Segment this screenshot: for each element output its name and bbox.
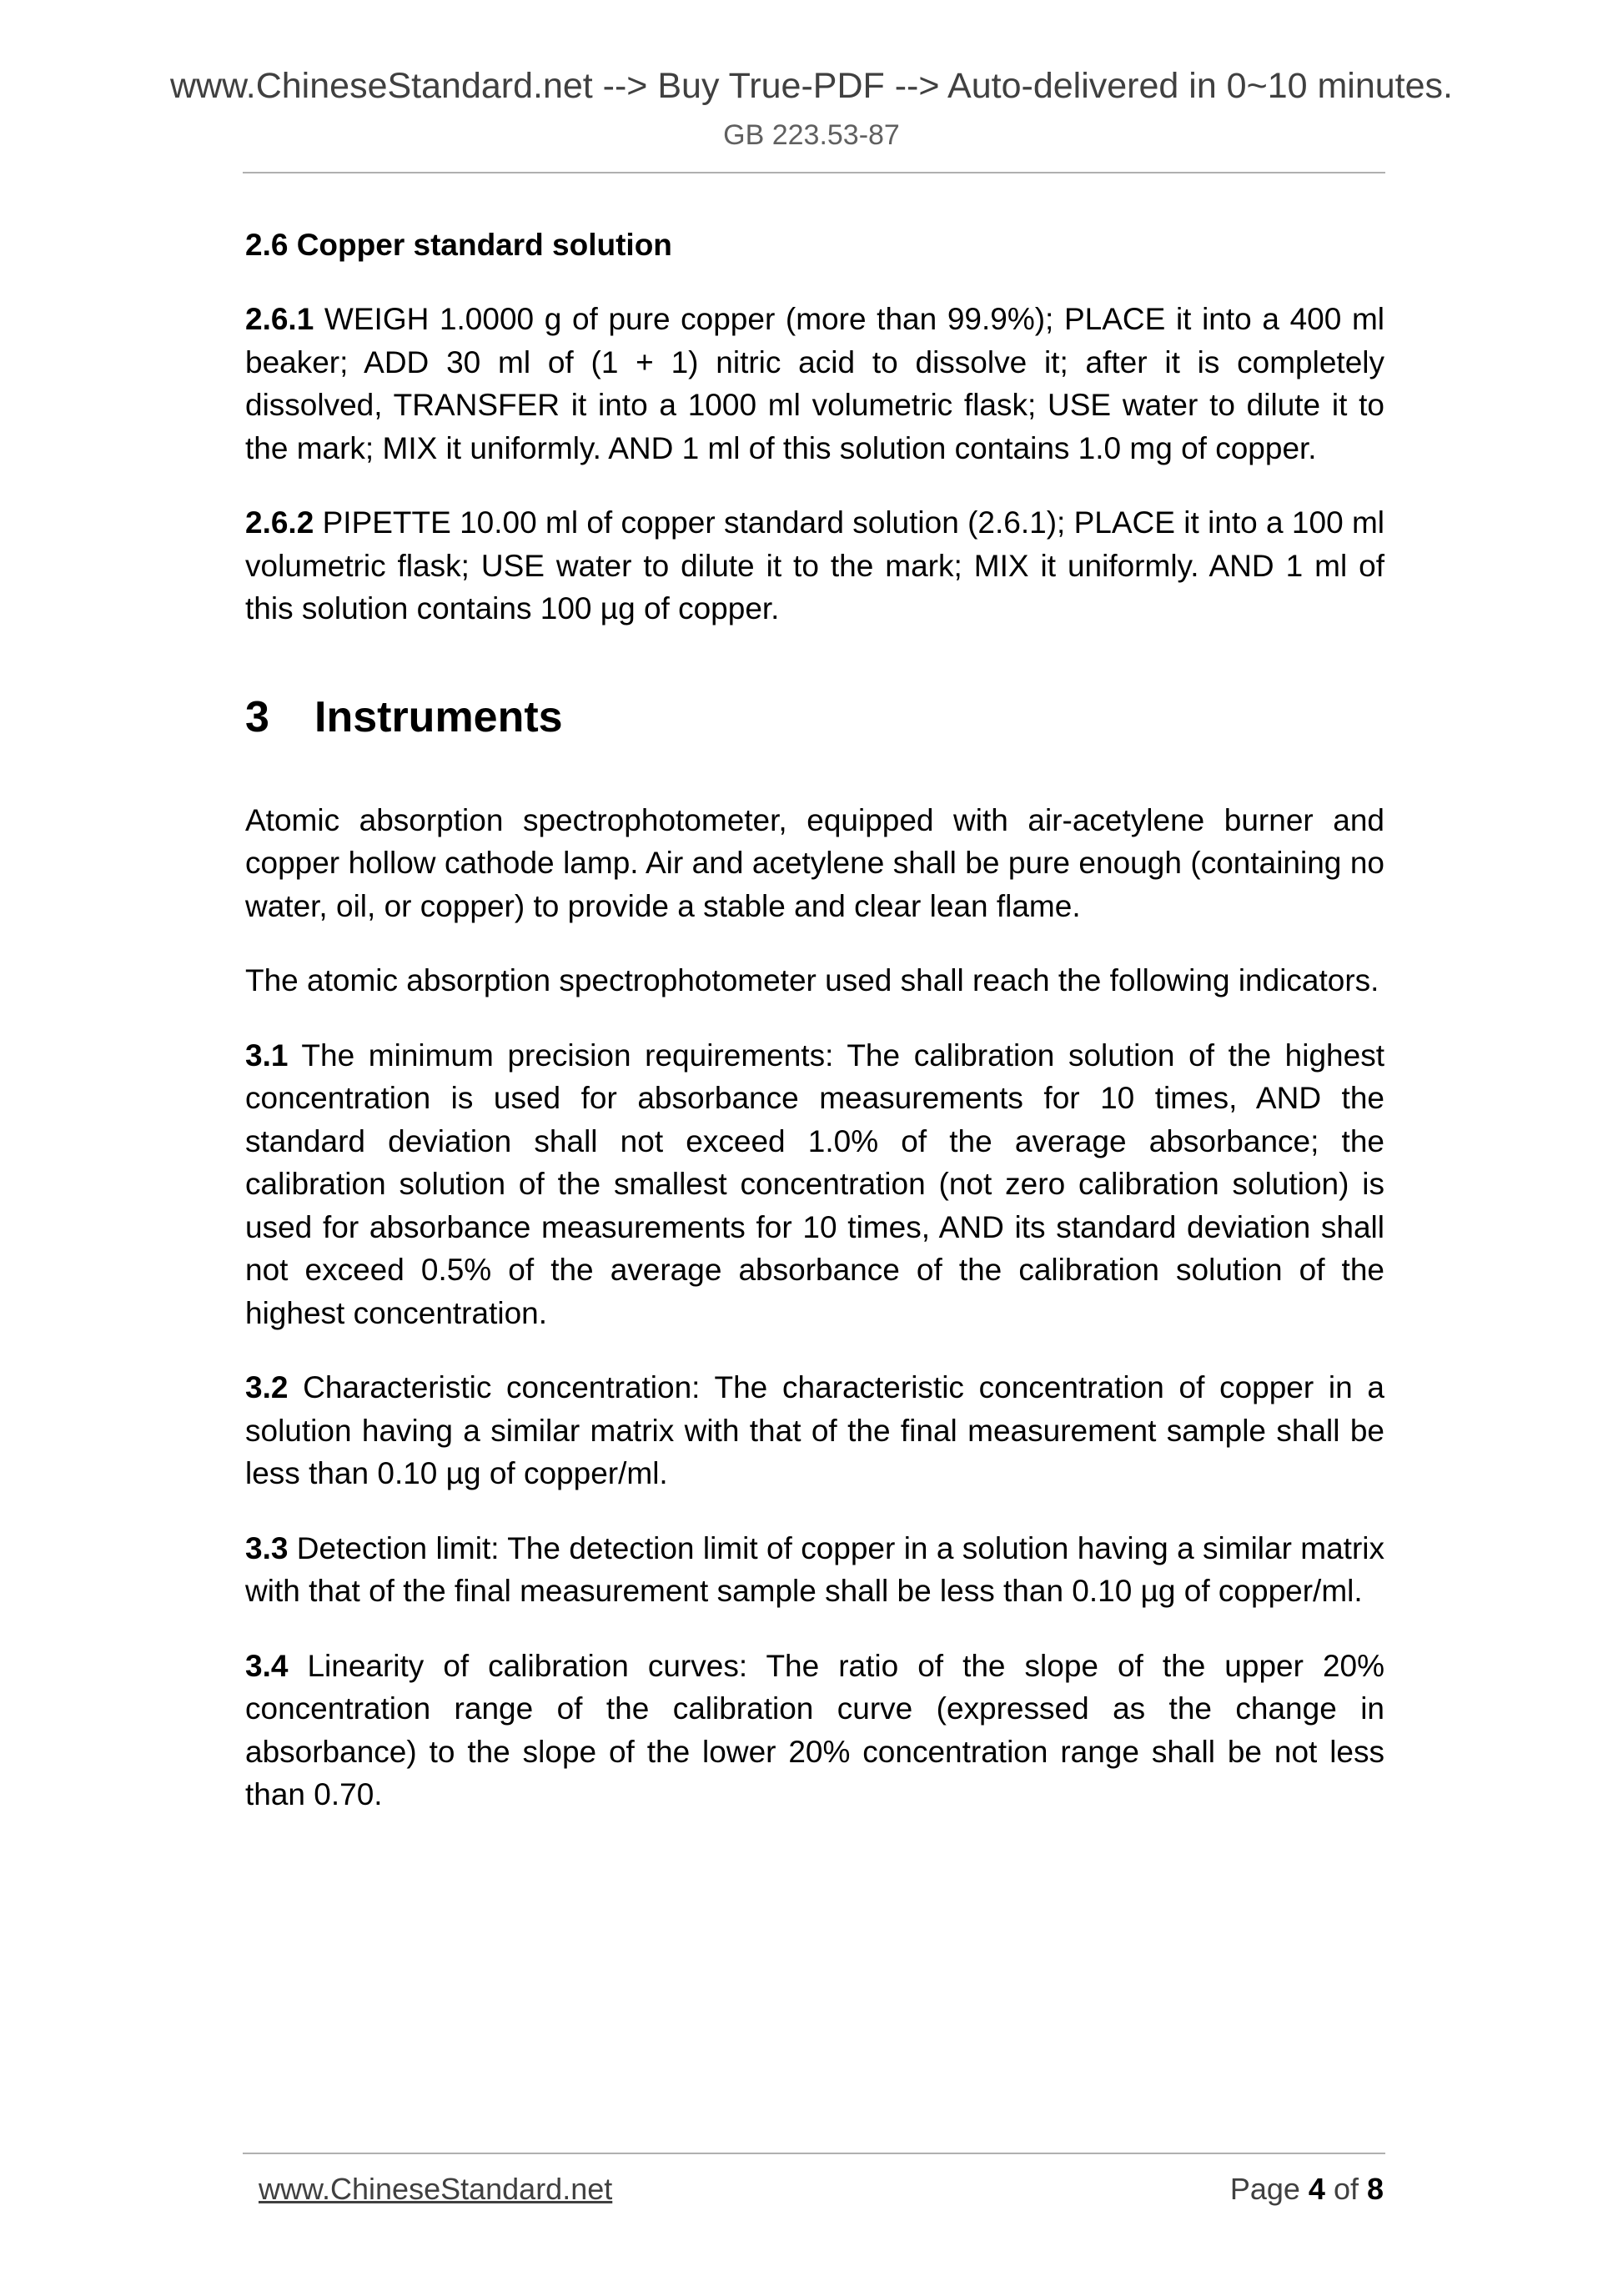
clause-text: Detection limit: The detection limit of copper in a solution having a similar matrix with that of the final measurement sample shall be less than 0.10 µg of copper/ml. [245, 1530, 1384, 1608]
clause-text: Characteristic concentration: The characteristic concentration of copper in a solution having a similar matrix with that of the final measurement sample shall be less than 0.10 µg of copper/ml. [245, 1370, 1384, 1490]
clause-number: 3.1 [245, 1037, 289, 1073]
clause-number: 3.4 [245, 1648, 289, 1683]
clause-number: 2.6.2 [245, 505, 314, 540]
chapter-heading-3 [245, 691, 1384, 744]
paragraph-3-1 [245, 1034, 1384, 1335]
header-banner: www.ChineseStandard.net --> Buy True-PDF --> Auto-delivered in 0~10 minutes. [169, 66, 1453, 106]
paragraph-3-4 [245, 1645, 1384, 1816]
clause-text: WEIGH 1.0000 g of pure copper (more than 99.9%); PLACE it into a 400 ml beaker; ADD 30 ml of (1 + 1) nitric acid to dissolve it; after it is completely dissolved, TRANSFER it into a 1000 ml volumetric flask; USE water to dilute it to the mark; MIX it uniformly. AND 1 ml of this solution contains 1.0 mg of copper. [245, 302, 1384, 465]
total-pages-number: 8 [1366, 2172, 1384, 2206]
clause-number: 3.2 [245, 1370, 289, 1404]
paragraph-indicators-intro: The atomic absorption spectrophotometer used shall reach the following indicators. [245, 963, 1379, 997]
document-code: GB 223.53-87 [723, 119, 900, 151]
header-divider [243, 172, 1385, 173]
clause-text: Linearity of calibration curves: The ratio of the slope of the upper 20% concentration range of the calibration curve (expressed as the change in absorbance) to the slope of the lower 20% concentration range shall be not less than 0.70. [245, 1648, 1384, 1811]
footer-website-link[interactable]: www.ChineseStandard.net [259, 2172, 613, 2206]
page-indicator [1230, 2171, 1384, 2208]
paragraph-3-3 [245, 1527, 1384, 1613]
page-content [245, 224, 1384, 1848]
clause-number: 3.3 [245, 1530, 289, 1565]
page-of-label: of [1324, 2172, 1367, 2206]
page-label: Page [1229, 2172, 1309, 2206]
paragraph-3-2 [245, 1366, 1384, 1495]
paragraph-instruments-intro: Atomic absorption spectrophotometer, equipped with air-acetylene burner and copper hollow cathode lamp. Air and acetylene shall be pure enough (containing no water, oil, or copper) to provide a stable and clear lean flame. [245, 802, 1384, 923]
chapter-number: 3 [245, 692, 269, 741]
clause-number: 2.6.1 [245, 302, 314, 336]
footer-divider [243, 2153, 1385, 2154]
clause-text: The minimum precision requirements: The calibration solution of the highest concentration is used for absorbance measurements for 10 times, AND the standard deviation shall not exceed 1.0% of the average absorbance; the calibration solution of the smallest concentration (not zero calibration solution) is used for absorbance measurements for 10 times, AND its standard deviation shall not exceed 0.5% of the average absorbance of the calibration solution of the highest concentration. [245, 1037, 1384, 1330]
clause-text: PIPETTE 10.00 ml of copper standard solution (2.6.1); PLACE it into a 100 ml volumetric flask; USE water to dilute it to the mark; MIX it uniformly. AND 1 ml of this solution contains 100 µg of copper. [245, 505, 1384, 625]
paragraph-2-6-2 [245, 501, 1384, 631]
section-heading-2-6: 2.6 Copper standard solution [245, 228, 672, 262]
current-page-number: 4 [1308, 2172, 1325, 2206]
chapter-title: Instruments [314, 692, 563, 741]
paragraph-2-6-1 [245, 298, 1384, 470]
